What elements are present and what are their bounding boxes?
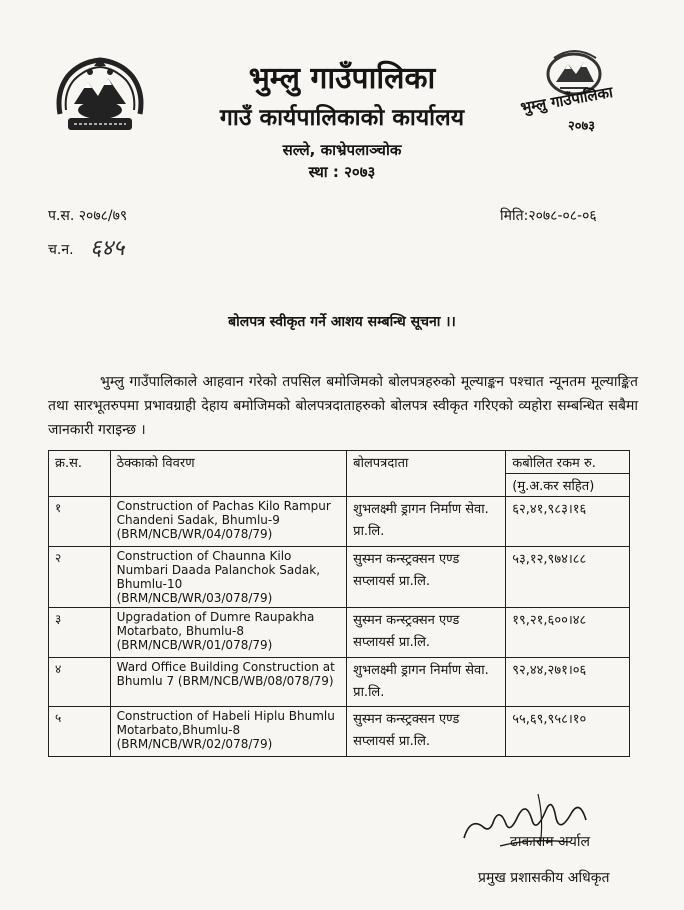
cn-number-handwritten: ६४५ [90,236,125,261]
table-row [49,608,630,658]
table-row [49,547,630,608]
row-amount: १९,२१,६००।४८ [506,608,630,658]
header-amount-note: (मु.अ.कर सहित) [506,474,630,497]
notice-heading: बोलपत्र स्वीकृत गर्ने आशय सम्बन्धि सूचना ।। [228,314,456,330]
row-sn: २ [49,547,111,608]
seal-year: २०७३ [568,119,596,134]
office-address: सल्ले, काभ्रेपलाञ्चोक [282,141,402,159]
office-title: भुम्लु गाउँपालिका [248,61,436,96]
row-work: Construction of Chaunna Kilo Numbari Daada Palanchok Sadak, Bhumlu-10 (BRM/NCB/WR/03/078/79) [110,547,347,608]
table-header-row [49,451,630,474]
header-work: ठेक्काको विवरण [110,451,347,497]
row-sn: ५ [49,707,111,757]
row-work: Construction of Habeli Hiplu Bhumlu Motarbato,Bhumlu-8 (BRM/NCB/WR/02/078/79) [110,707,347,757]
row-sn: ३ [49,608,111,658]
row-bidder: शुभलक्ष्मी ड्रागन निर्माण सेवा. प्रा.लि. [347,497,506,547]
row-work: Construction of Pachas Kilo Rampur Chandeni Sadak, Bhumlu-9 (BRM/NCB/WR/04/078/79) [110,497,347,547]
row-work: Ward Office Building Construction at Bhumlu 7 (BRM/NCB/WB/08/078/79) [110,658,347,707]
established-year: स्था : २०७३ [308,163,376,181]
table-row [49,658,630,707]
row-bidder: सुस्मन कन्स्ट्रक्सन एण्ड सप्लायर्स प्रा.लि. [347,707,506,757]
office-subtitle: गाउँ कार्यपालिकाको कार्यालय [219,105,465,131]
header-bidder: बोलपत्रदाता [347,451,506,497]
table-row [49,497,630,547]
table-row [49,707,630,757]
letter-date: मिति:२०७८-०८-०६ [500,208,597,224]
row-bidder: सुस्मन कन्स्ट्रक्सन एण्ड सप्लायर्स प्रा.लि. [347,547,506,608]
row-work: Upgradation of Dumre Raupakha Motarbato, Bhumlu-8 (BRM/NCB/WR/01/078/79) [110,608,347,658]
row-amount: ९२,४४,२७१।०६ [506,658,630,707]
row-sn: ४ [49,658,111,707]
notice-body: भुम्लु गाउँपालिकाले आहवान गरेको तपसिल बमोजिमको बोलपत्रहरुको मूल्याङ्कन पश्चात न्यूनतम मूल्याङ्कित तथा सारभूतरुपमा प्रभावग्राही देहाय बमोजिमको बोलपत्रदाताहरुको बोलपत्र स्वीकृत गरिएको व्यहोरा सम्बन्धित सबैमा जानकारी गराइन्छ । [48,374,638,438]
header-amount: कबोलित रकम रु. [506,451,630,474]
row-amount: ५५,६९,९५८।१० [506,707,630,757]
row-bidder: शुभलक्ष्मी ड्रागन निर्माण सेवा. प्रा.लि. [347,658,506,707]
tender-table [48,450,630,757]
cn-label: च.न. [48,242,74,258]
ps-number: प.स. २०७८/७९ [48,208,128,224]
officer-name: ढाकाराम अर्याल [510,834,590,850]
row-amount: ५३,१२,९७४।८८ [506,547,630,608]
seal-text: भुम्लु गाउँपालिका [519,83,615,117]
header-sn: क्र.स. [49,451,111,497]
row-amount: ६२,४१,९८३।१६ [506,497,630,547]
officer-title: प्रमुख प्रशासकीय अधिकृत [478,870,610,886]
row-sn: १ [49,497,111,547]
row-bidder: सुस्मन कन्स्ट्रक्सन एण्ड सप्लायर्स प्रा.लि. [347,608,506,658]
